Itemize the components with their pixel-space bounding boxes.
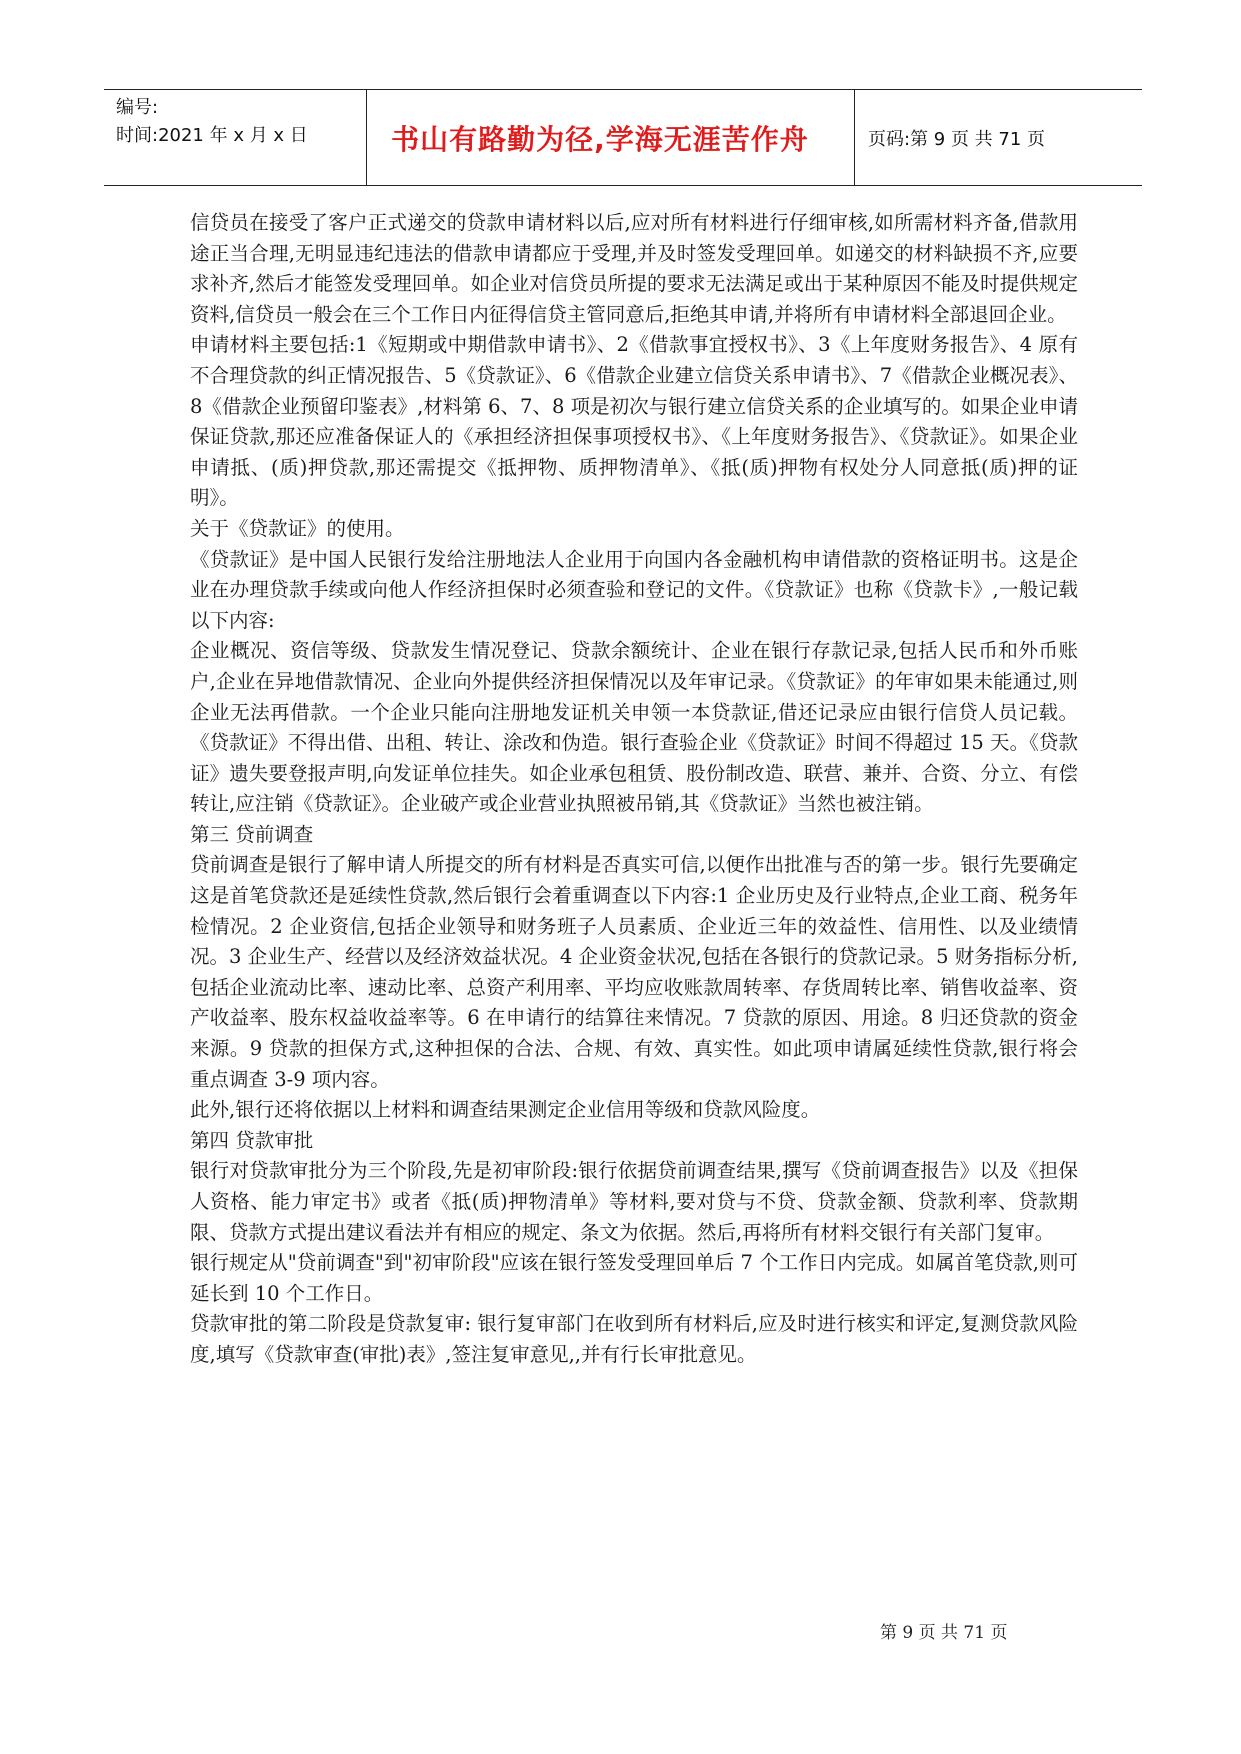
section-heading: 第四 贷款审批 [190,1128,314,1152]
paragraph: 信贷员在接受了客户正式递交的贷款申请材料以后,应对所有材料进行仔细审核,如所需材料齐备,借款用途正当合理,无明显违纪违法的借款申请都应于受理,并及时签发受理回单。如递交的材料缺损不齐,应要求补齐,然后才能签发受理回单。如企业对信贷员所提的要求无法满足或出于某种原因不能及时提供规定资料,信贷员一般会在三个工作日内征得信贷主管同意后,拒绝其申请,并将所有申请材料全部退回企业。 [190,211,1078,326]
header-divider-right [854,90,855,185]
paragraph: 企业概况、资信等级、贷款发生情况登记、贷款余额统计、企业在银行存款记录,包括人民币和外币账户,企业在异地借款情况、企业向外提供经济担保情况以及年审记录。《贷款证》的年审如果未能通过,则企业无法再借款。一个企业只能向注册地发证机关申领一本贷款证,借还记录应由银行信贷人员记载。《贷款证》不得出借、出租、转让、涂改和伪造。银行查验企业《贷款证》时间不得超过 15 天。《贷款证》遗失要登报声明,向发证单位挂失。如企业承包租赁、股份制改造、联营、兼并、合资、分立、有偿转让,应注销《贷款证》。企业破产或企业营业执照被吊销,其《贷款证》当然也被注销。 [190,639,1078,816]
document-number-label: 编号: [116,97,159,118]
page-footer: 第 9 页 共 71 页 [880,1623,1008,1643]
paragraph: 申请材料主要包括:1《短期或中期借款申请书》、2《借款事宜授权书》、3《上年度财务报告》、4 原有不合理贷款的纠正情况报告、5《贷款证》、6《借款企业建立信贷关系申请书》、7《借款企业概况表》、8《借款企业预留印鉴表》,材料第 6、7、8 项是初次与银行建立信贷关系的企业填写的。如果企业申请保证贷款,那还应准备保证人的《承担经济担保事项授权书》、《上年度财务报告》、《贷款证》。如果企业申请抵、(质)押贷款,那还需提交《抵押物、质押物清单》、《抵(质)押物有权处分人同意抵(质)押的证明》。 [190,333,1078,510]
paragraph: 贷前调查是银行了解申请人所提交的所有材料是否真实可信,以便作出批准与否的第一步。银行先要确定这是首笔贷款还是延续性贷款,然后银行会着重调查以下内容:1 企业历史及行业特点,企业工商、税务年检情况。2 企业资信,包括企业领导和财务班子人员素质、企业近三年的效益性、信用性、以及业绩情况。3 企业生产、经营以及经济效益状况。4 企业资金状况,包括在各银行的贷款记录。5 财务指标分析,包括企业流动比率、速动比率、总资产利用率、平均应收账款周转率、存货周转比率、销售收益率、资产收益率、股东权益收益率等。6 在申请行的结算往来情况。7 贷款的原因、用途。8 归还贷款的资金来源。9 贷款的担保方式,这种担保的合法、合规、有效、真实性。如此项申请属延续性贷款,银行将会重点调查 3-9 项内容。 [190,853,1078,1091]
page-header [104,89,1142,186]
paragraph: 关于《贷款证》的使用。 [190,516,405,540]
paragraph: 贷款审批的第二阶段是贷款复审: 银行复审部门在收到所有材料后,应及时进行核实和评定,复测贷款风险度,填写《贷款审查(审批)表》,签注复审意见,,并有行长审批意见。 [190,1312,1078,1366]
paragraph: 此外,银行还将依据以上材料和调查结果测定企业信用等级和贷款风险度。 [190,1098,821,1122]
header-motto: 书山有路勤为径,学海无涯苦作舟 [391,122,809,156]
paragraph: 银行对贷款审批分为三个阶段,先是初审阶段:银行依据贷前调查结果,撰写《贷前调查报告》以及《担保人资格、能力审定书》或者《抵(质)押物清单》等材料,要对贷与不贷、贷款金额、贷款利率、贷款期限、贷款方式提出建议看法并有相应的规定、条文为依据。然后,再将所有材料交银行有关部门复审。 [190,1159,1078,1244]
section-heading: 第三 贷前调查 [190,822,314,846]
paragraph: 银行规定从"贷前调查"到"初审阶段"应该在银行签发受理回单后 7 个工作日内完成。如属首笔贷款,则可延长到 10 个工作日。 [190,1251,1078,1305]
document-body [190,208,1078,1371]
document-time-label: 时间:2021 年 x 月 x 日 [116,125,308,146]
header-meta [116,94,308,150]
header-page-number: 页码:第 9 页 共 71 页 [868,128,1046,150]
paragraph: 《贷款证》是中国人民银行发给注册地法人企业用于向国内各金融机构申请借款的资格证明书。这是企业在办理贷款手续或向他人作经济担保时必须查验和登记的文件。《贷款证》也称《贷款卡》,一般记载以下内容: [190,547,1078,632]
